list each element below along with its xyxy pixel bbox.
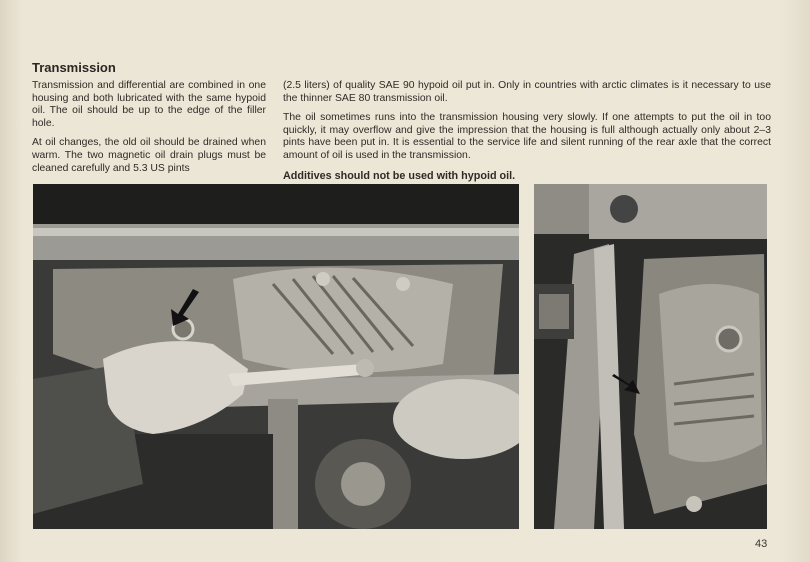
paragraph-fill-slowly: The oil sometimes runs into the transmission housing very slowly. If one attempts to put the oil in too quickly, it may overflow and give the impression that the housing is full although actually only about 2–3 pints have been put in. It is essential to the service life and silent running of the rear axle that the correct amount of oil is used in the transmission. bbox=[283, 112, 771, 161]
paragraph-oil-quantity: (2.5 liters) of quality SAE 90 hypoid oil put in. Only in countries with arctic climates is it necessary to use the thinner SAE 80 transmission oil. bbox=[283, 80, 771, 104]
additives-warning: Additives should not be used with hypoid oil. bbox=[283, 169, 516, 182]
section-heading: Transmission bbox=[32, 60, 116, 75]
page-number: 43 bbox=[755, 538, 768, 550]
text-column-left bbox=[32, 80, 266, 182]
text-column-right bbox=[283, 80, 771, 189]
paragraph-oil-level: Transmission and differential are combined in one housing and both lubricated with the same hypoid oil. The oil should be up to the edge of the filler hole. bbox=[32, 80, 266, 129]
photo-drain-plug-wrench bbox=[33, 184, 519, 529]
photo-transmission-side bbox=[534, 184, 767, 529]
paragraph-oil-change: At oil changes, the old oil should be drained when warm. The two magnetic oil drain plugs must be cleaned carefully and 5.3 US pints bbox=[32, 137, 266, 174]
